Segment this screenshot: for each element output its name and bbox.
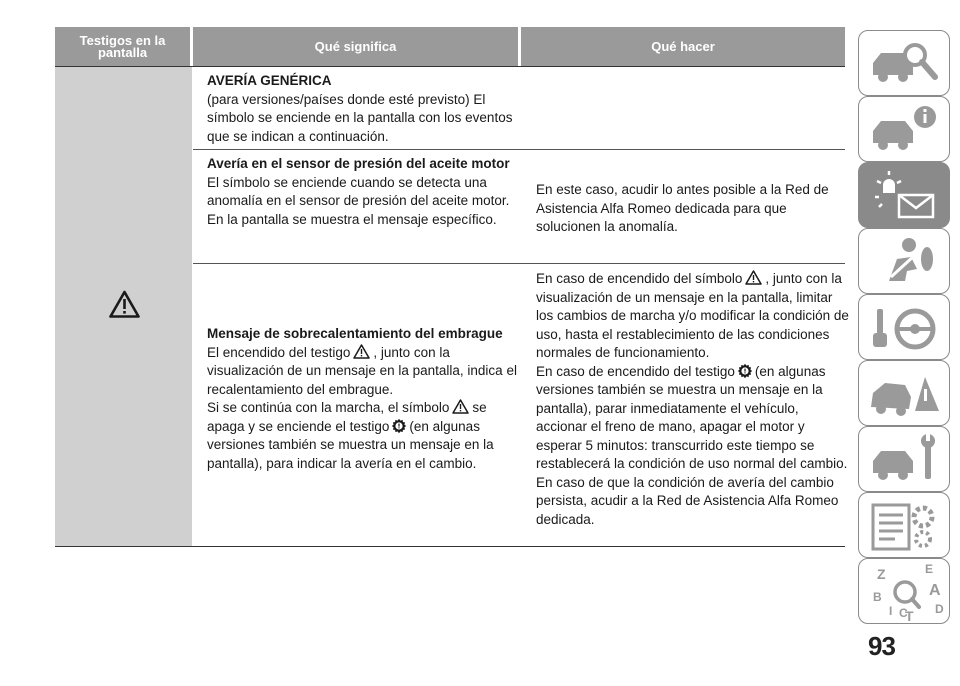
tab-emergency[interactable] [858, 360, 950, 426]
index-letter: D [935, 602, 944, 616]
index-letter: Z [877, 566, 886, 582]
header-testigos: Testigos en la pantalla [55, 27, 190, 66]
row-sensor-presion-action: En este caso, acudir lo antes posible a la Red de Asistencia Alfa Romeo dedicada para que solucionen la anomalía. [536, 182, 829, 234]
row-sobrecalentamiento-action: En caso de encendido del símbolo , junto con la visualización de un mensaje en la pantalla, limitar los cambios de marcha y/o modificar la condición de uso, hasta el restablecimiento de las condiciones normales de funcionamiento. En caso de encendido del testigo (en algunas versiones también se muestra un mensaje en la pantalla), parar inmediatamente el vehículo, accionar el freno de mano, apagar el motor y esperar 5 minutos: transcurrido este tiempo se restablecerá la condición de uso normal del cambio. En caso de que la condición de avería del cambio persista, acudir a la Red de Asistencia Alfa Romeo dedicada. [536, 271, 849, 527]
gear-warning-icon [737, 363, 753, 379]
index-letter: T [905, 608, 914, 624]
index-letter: E [925, 562, 934, 576]
car-search-icon [859, 31, 951, 97]
tab-car-search[interactable] [858, 30, 950, 96]
warning-light-message-icon [859, 163, 951, 229]
tab-specs[interactable] [858, 492, 950, 558]
row-meaning: El símbolo se enciende cuando se detecta una anomalía en el sensor de presión del aceite motor. En la pantalla se muestra el mensaje específico. [207, 174, 510, 227]
alphabet-index-icon [859, 559, 951, 625]
car-accident-icon [859, 361, 951, 427]
index-letter: I [889, 604, 893, 618]
tab-safety[interactable] [858, 228, 950, 294]
row-divider [193, 149, 845, 150]
header-que-significa: Qué significa [193, 27, 518, 66]
row-title: Mensaje de sobrecalentamiento del embrague [207, 326, 503, 341]
table-bottom-line [55, 546, 845, 547]
car-info-icon [859, 97, 951, 163]
warning-triangle-icon [353, 344, 370, 359]
key-steering-wheel-icon [859, 295, 951, 361]
icon-column [55, 67, 192, 546]
specs-gear-icon [859, 493, 951, 559]
tab-car-info[interactable] [858, 96, 950, 162]
gear-warning-icon [391, 418, 407, 434]
airbag-seat-icon [859, 229, 951, 295]
header-que-hacer: Qué hacer [521, 27, 845, 66]
tab-maintenance[interactable] [858, 426, 950, 492]
row-title: AVERÍA GENÉRICA [207, 73, 332, 88]
index-letter: A [929, 582, 941, 599]
tab-warning-lights[interactable] [858, 162, 950, 228]
warning-triangle-icon [745, 270, 762, 285]
tab-start-drive[interactable] [858, 294, 950, 360]
row-averia-generica [207, 72, 517, 146]
row-divider [193, 263, 845, 264]
warning-triangle-icon [452, 399, 469, 414]
row-meaning: (para versiones/países donde esté previsto) El símbolo se enciende en la pantalla con los eventos que se indican a continuación. [207, 91, 513, 144]
row-sobrecalentamiento: Mensaje de sobrecalentamiento del embrague El encendido del testigo , junto con la visualización de un mensaje en la pantalla, indica el recalentamiento del embrague. Si se continúa con la marcha, el símbolo se apaga y se enciende el testigo (en algunas versiones también se muestra un mensaje en la pantalla), para indicar la avería en el cambio. [207, 326, 517, 471]
index-letter: C [899, 606, 908, 620]
row-title: Avería en el sensor de presión del aceite motor [207, 156, 510, 171]
index-letter: B [873, 590, 882, 604]
tab-index[interactable] [858, 558, 950, 624]
car-wrench-icon [859, 427, 951, 493]
warning-triangle-icon [109, 290, 140, 318]
page-number: 93 [868, 631, 895, 661]
row-sensor-presion [207, 155, 517, 229]
